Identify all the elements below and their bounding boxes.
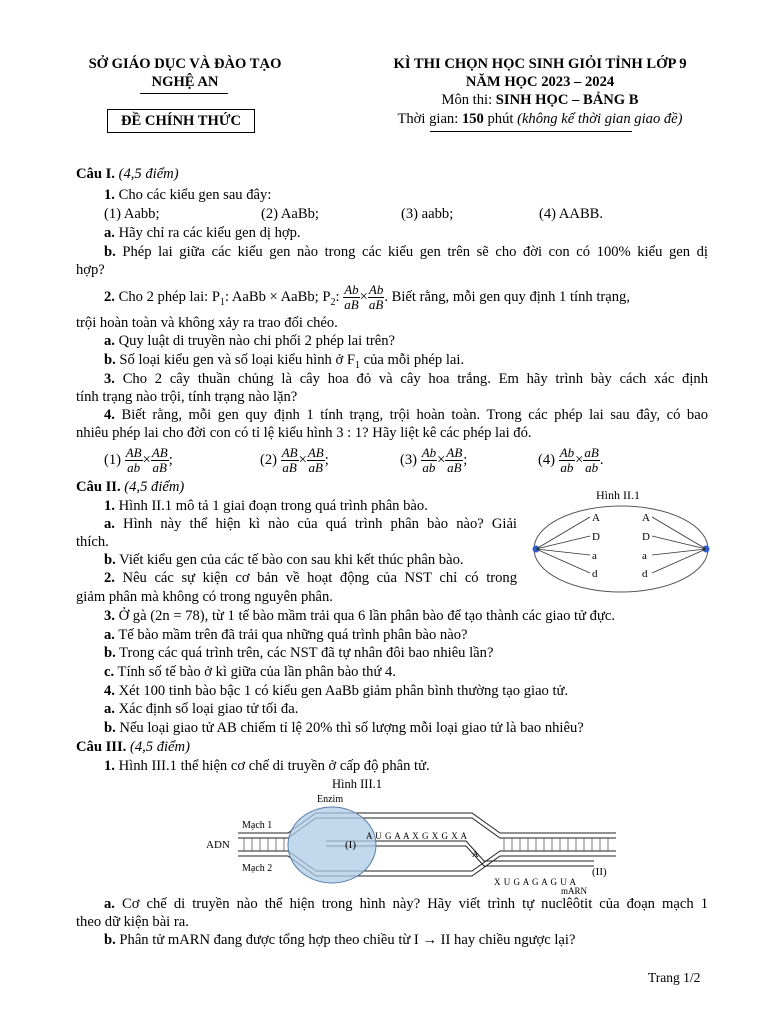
- mach1-label: Mạch 1: [242, 820, 273, 831]
- spindle-right-D: D: [642, 531, 650, 543]
- position-i-label: (I): [345, 839, 356, 851]
- q1-cross-list: [76, 443, 708, 477]
- q2-3b: b. Trong các quá trình trên, các NST đã tự nhân đôi bao nhiêu lần?: [104, 645, 494, 661]
- q1-part4-line2: nhiêu phép lai cho đời con có tỉ lệ kiểu hình 3 : 1? Hãy liệt kê các phép lai đó.: [76, 425, 532, 441]
- q1-part3-line2: tính trạng nào trội, tính trạng nào lặn?: [76, 389, 298, 405]
- exam-title: KÌ THI CHỌN HỌC SINH GIỎI TỈNH LỚP 9: [393, 56, 687, 72]
- q3-1a-line2: theo dữ kiện bài ra.: [76, 914, 189, 930]
- template-sequence: A U G A A X G X G X A: [366, 831, 468, 841]
- q2-part3: 3. Ở gà (2n = 78), từ 1 tế bào mầm trải qua 6 lần phân bào để tạo thành các giao tử đực.: [104, 608, 615, 624]
- spindle-right-d: d: [642, 568, 648, 580]
- q3-part1: 1. Hình III.1 thể hiện cơ chế di truyền ở cấp độ phân tử.: [104, 758, 430, 774]
- q1-part2-line2: trội hoàn toàn và không xảy ra trao đổi chéo.: [76, 315, 338, 331]
- cross-1: (1) $\frac{AB}{ab}$ × $\frac{AB}{aB}$ ;: [104, 445, 173, 476]
- q2-part2-line2: giảm phân mà không có trong nguyên phân.: [76, 589, 333, 605]
- figure-iii1-transcription: [204, 791, 624, 897]
- q2-1a-line2: thích.: [76, 534, 109, 550]
- middle-base: A: [472, 849, 479, 859]
- enzyme-shape: [288, 807, 376, 883]
- q1-1a: a. Hãy chỉ ra các kiểu gen dị hợp.: [104, 225, 301, 241]
- adn-label: ADN: [206, 839, 230, 851]
- q2-1b: b. Viết kiểu gen của các tế bào con sau khi kết thúc phân bào.: [104, 552, 464, 568]
- figure-iii1-caption: Hình III.1: [332, 777, 382, 791]
- q2-3a: a. Tế bào mầm trên đã trải qua những quá trình phân bào nào?: [104, 627, 468, 643]
- subject-name: SINH HỌC – BẢNG B: [495, 92, 639, 108]
- mach2-label: Mạch 2: [242, 863, 273, 874]
- q1-part3-line1: 3. Cho 2 cây thuần chủng là cây hoa đỏ và cây hoa trắng. Em hãy trình bày cách xác định: [104, 371, 708, 387]
- q2-part2-line1: 2. Nêu các sự kiện cơ bản về hoạt động của NST chỉ có trong: [104, 570, 517, 586]
- q3-1a-line1: a. Cơ chế di truyền nào thể hiện trong hình này? Hãy viết trình tự nuclêôtit của đoạn mạch 1: [104, 896, 708, 912]
- q2-4a: a. Xác định số loại giao tử tối đa.: [104, 701, 299, 717]
- q1-2b: b. Số loại kiểu gen và số loại kiểu hình ở $F_1$ của mỗi phép lai.: [104, 352, 465, 371]
- genotype-4: (4) AABB.: [539, 206, 604, 222]
- q1-part4-line1: 4. Biết rằng, mỗi gen quy định 1 tính trạng, trội hoàn toàn. Trong các phép lai sau đây, có bao: [104, 407, 708, 423]
- q3-1b: b. Phân tử mARN đang được tổng hợp theo chiều từ I → II hay chiều ngược lại?: [104, 932, 576, 948]
- marn-label: mARN: [561, 886, 588, 896]
- q2-part4: 4. Xét 100 tinh bào bậc 1 có kiểu gen AaBb giảm phân bình thường tạo giao tử.: [104, 683, 569, 699]
- figure-ii1-caption: Hình II.1: [596, 488, 640, 502]
- q1-1b-line2: hợp?: [76, 262, 105, 278]
- q2-3c: c. Tính số tế bào ở kì giữa của lần phân bào thứ 4.: [104, 664, 396, 680]
- spindle-right-A: A: [642, 512, 650, 524]
- p2-fraction-2: $\frac{Ab}{aB}$: [368, 282, 384, 313]
- province-underline: [140, 93, 228, 94]
- official-exam-stamp: ĐỀ CHÍNH THỨC: [107, 109, 255, 133]
- spindle-right-a: a: [642, 550, 647, 562]
- q2-heading: Câu II. (4,5 điểm): [76, 479, 185, 495]
- spindle-left-d: d: [592, 568, 598, 580]
- q2-1a-line1: a. Hình này thể hiện kì nào của quá trình phân bào nào? Giải: [104, 516, 517, 532]
- department-name: SỞ GIÁO DỤC VÀ ĐÀO TẠO: [88, 56, 282, 72]
- spindle-left-D: D: [592, 531, 600, 543]
- time-line: Thời gian: 150 phút (không kể thời gian giao đề): [397, 111, 683, 127]
- spindle-left-A: A: [592, 512, 600, 524]
- q2-4b: b. Nếu loại giao tử AB chiếm tỉ lệ 20% thì số lượng mỗi loại giao tử là bao nhiêu?: [104, 720, 584, 736]
- mrna-sequence: X U G A G A G U A: [494, 877, 577, 887]
- spindle-left-a: a: [592, 550, 597, 562]
- position-ii-label: (II): [592, 866, 607, 878]
- q1-2a: a. Quy luật di truyền nào chi phối 2 phép lai trên?: [104, 333, 395, 349]
- page-number: Trang 1/2: [648, 970, 701, 985]
- header-underline: [430, 131, 632, 132]
- q1-part2: 2. Cho 2 phép lai: $P_1$: AaBb × AaBb; $P_2$: $\frac{Ab}{aB}$ × $\frac{Ab}{aB}$ . Biết rằng, mỗi gen quy định 1 tính trạng,: [104, 282, 630, 313]
- cross-3: (3) $\frac{Ab}{ab}$ × $\frac{AB}{aB}$ ;: [400, 445, 468, 476]
- enzim-label: Enzim: [317, 794, 344, 805]
- cross-4: (4) $\frac{Ab}{ab}$ × $\frac{aB}{ab}$ .: [538, 445, 604, 476]
- q2-part1: 1. Hình II.1 mô tả 1 giai đoạn trong quá trình phân bào.: [104, 498, 428, 514]
- q3-heading: Câu III. (4,5 điểm): [76, 739, 190, 755]
- school-year: NĂM HỌC 2023 – 2024: [465, 74, 615, 90]
- q1-part1: 1. Cho các kiểu gen sau đây:: [104, 187, 272, 203]
- genotype-1: (1) Aabb;: [104, 206, 160, 222]
- province-name: NGHỆ AN: [151, 74, 219, 90]
- q1-heading: Câu I. (4,5 điểm): [76, 166, 179, 182]
- genotype-2: (2) AaBb;: [261, 206, 319, 222]
- genotype-3: (3) aabb;: [401, 206, 454, 222]
- cross-2: (2) $\frac{AB}{aB}$ × $\frac{AB}{aB}$ ;: [260, 445, 329, 476]
- subject-line: Môn thi: SINH HỌC – BẢNG B: [441, 92, 639, 108]
- p2-fraction-1: $\frac{Ab}{aB}$: [344, 282, 359, 313]
- q1-1b-line1: b. Phép lai giữa các kiểu gen nào trong các kiểu gen trên sẽ cho đời con có 100% kiểu gen dị: [104, 244, 708, 260]
